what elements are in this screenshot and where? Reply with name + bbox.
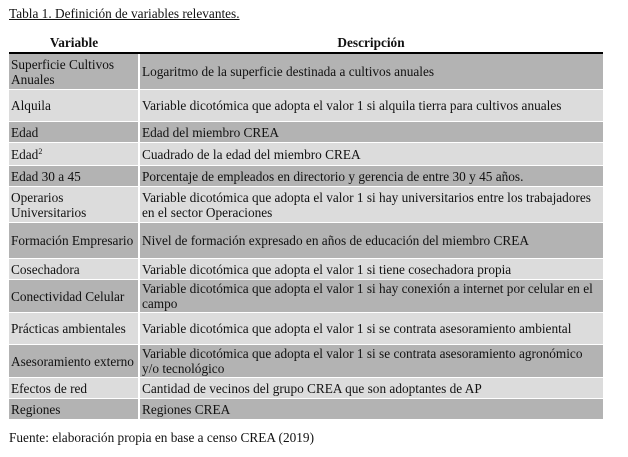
description-cell: Variable dicotómica que adopta el valor 1 si alquila tierra para cultivos anuales bbox=[139, 90, 603, 122]
table-row bbox=[9, 166, 603, 187]
description-cell: Variable dicotómica que adopta el valor 1 si hay conexión a internet por celular en el campo bbox=[139, 280, 603, 313]
variable-cell: Cosechadora bbox=[9, 259, 139, 280]
description-cell: Nivel de formación expresado en años de educación del miembro CREA bbox=[139, 223, 603, 259]
description-cell: Porcentaje de empleados en directorio y gerencia de entre 30 y 45 años. bbox=[139, 166, 603, 187]
variable-cell: Formación Empresario bbox=[9, 223, 139, 259]
variable-cell: Conectividad Celular bbox=[9, 280, 139, 313]
description-cell: Cuadrado de la edad del miembro CREA bbox=[139, 143, 603, 166]
description-cell: Logaritmo de la superficie destinada a cultivos anuales bbox=[139, 53, 603, 90]
variable-cell: Alquila bbox=[9, 90, 139, 122]
description-cell: Cantidad de vecinos del grupo CREA que son adoptantes de AP bbox=[139, 378, 603, 399]
table-row bbox=[9, 122, 603, 143]
table-header-row bbox=[9, 34, 603, 53]
description-cell: Variable dicotómica que adopta el valor 1 si tiene cosechadora propia bbox=[139, 259, 603, 280]
variable-name: Edad bbox=[11, 146, 39, 162]
table-row bbox=[9, 259, 603, 280]
variable-cell: Efectos de red bbox=[9, 378, 139, 399]
description-cell: Variable dicotómica que adopta el valor 1 si se contrata asesoramiento agronómico y/o tecnológico bbox=[139, 345, 603, 378]
table-row bbox=[9, 53, 603, 90]
variable-cell: Prácticas ambientales bbox=[9, 313, 139, 345]
column-header-descripcion: Descripción bbox=[139, 34, 603, 53]
table-row bbox=[9, 143, 603, 166]
description-cell: Regiones CREA bbox=[139, 399, 603, 420]
table-row bbox=[9, 345, 603, 378]
table-row bbox=[9, 313, 603, 345]
table-row bbox=[9, 90, 603, 122]
description-cell: Variable dicotómica que adopta el valor 1 si hay universitarios entre los trabajadores en el sector Operaciones bbox=[139, 187, 603, 223]
description-cell: Edad del miembro CREA bbox=[139, 122, 603, 143]
variable-cell: Asesoramiento externo bbox=[9, 345, 139, 378]
table-row bbox=[9, 280, 603, 313]
variable-cell: Edad 30 a 45 bbox=[9, 166, 139, 187]
table-row bbox=[9, 378, 603, 399]
table-caption: Tabla 1. Definición de variables relevantes. bbox=[9, 6, 240, 21]
source-note: Fuente: elaboración propia en base a censo CREA (2019) bbox=[9, 430, 314, 445]
description-cell: Variable dicotómica que adopta el valor 1 si se contrata asesoramiento ambiental bbox=[139, 313, 603, 345]
table-row bbox=[9, 187, 603, 223]
variable-cell: Superficie Cultivos Anuales bbox=[9, 53, 139, 90]
table-row bbox=[9, 223, 603, 259]
column-header-variable: Variable bbox=[9, 34, 139, 53]
superscript: 2 bbox=[38, 146, 43, 156]
variable-cell: Edad bbox=[9, 122, 139, 143]
table-row bbox=[9, 399, 603, 420]
variable-cell: Regiones bbox=[9, 399, 139, 420]
variable-cell bbox=[9, 143, 139, 166]
variable-cell: Operarios Universitarios bbox=[9, 187, 139, 223]
variables-table bbox=[9, 34, 603, 420]
